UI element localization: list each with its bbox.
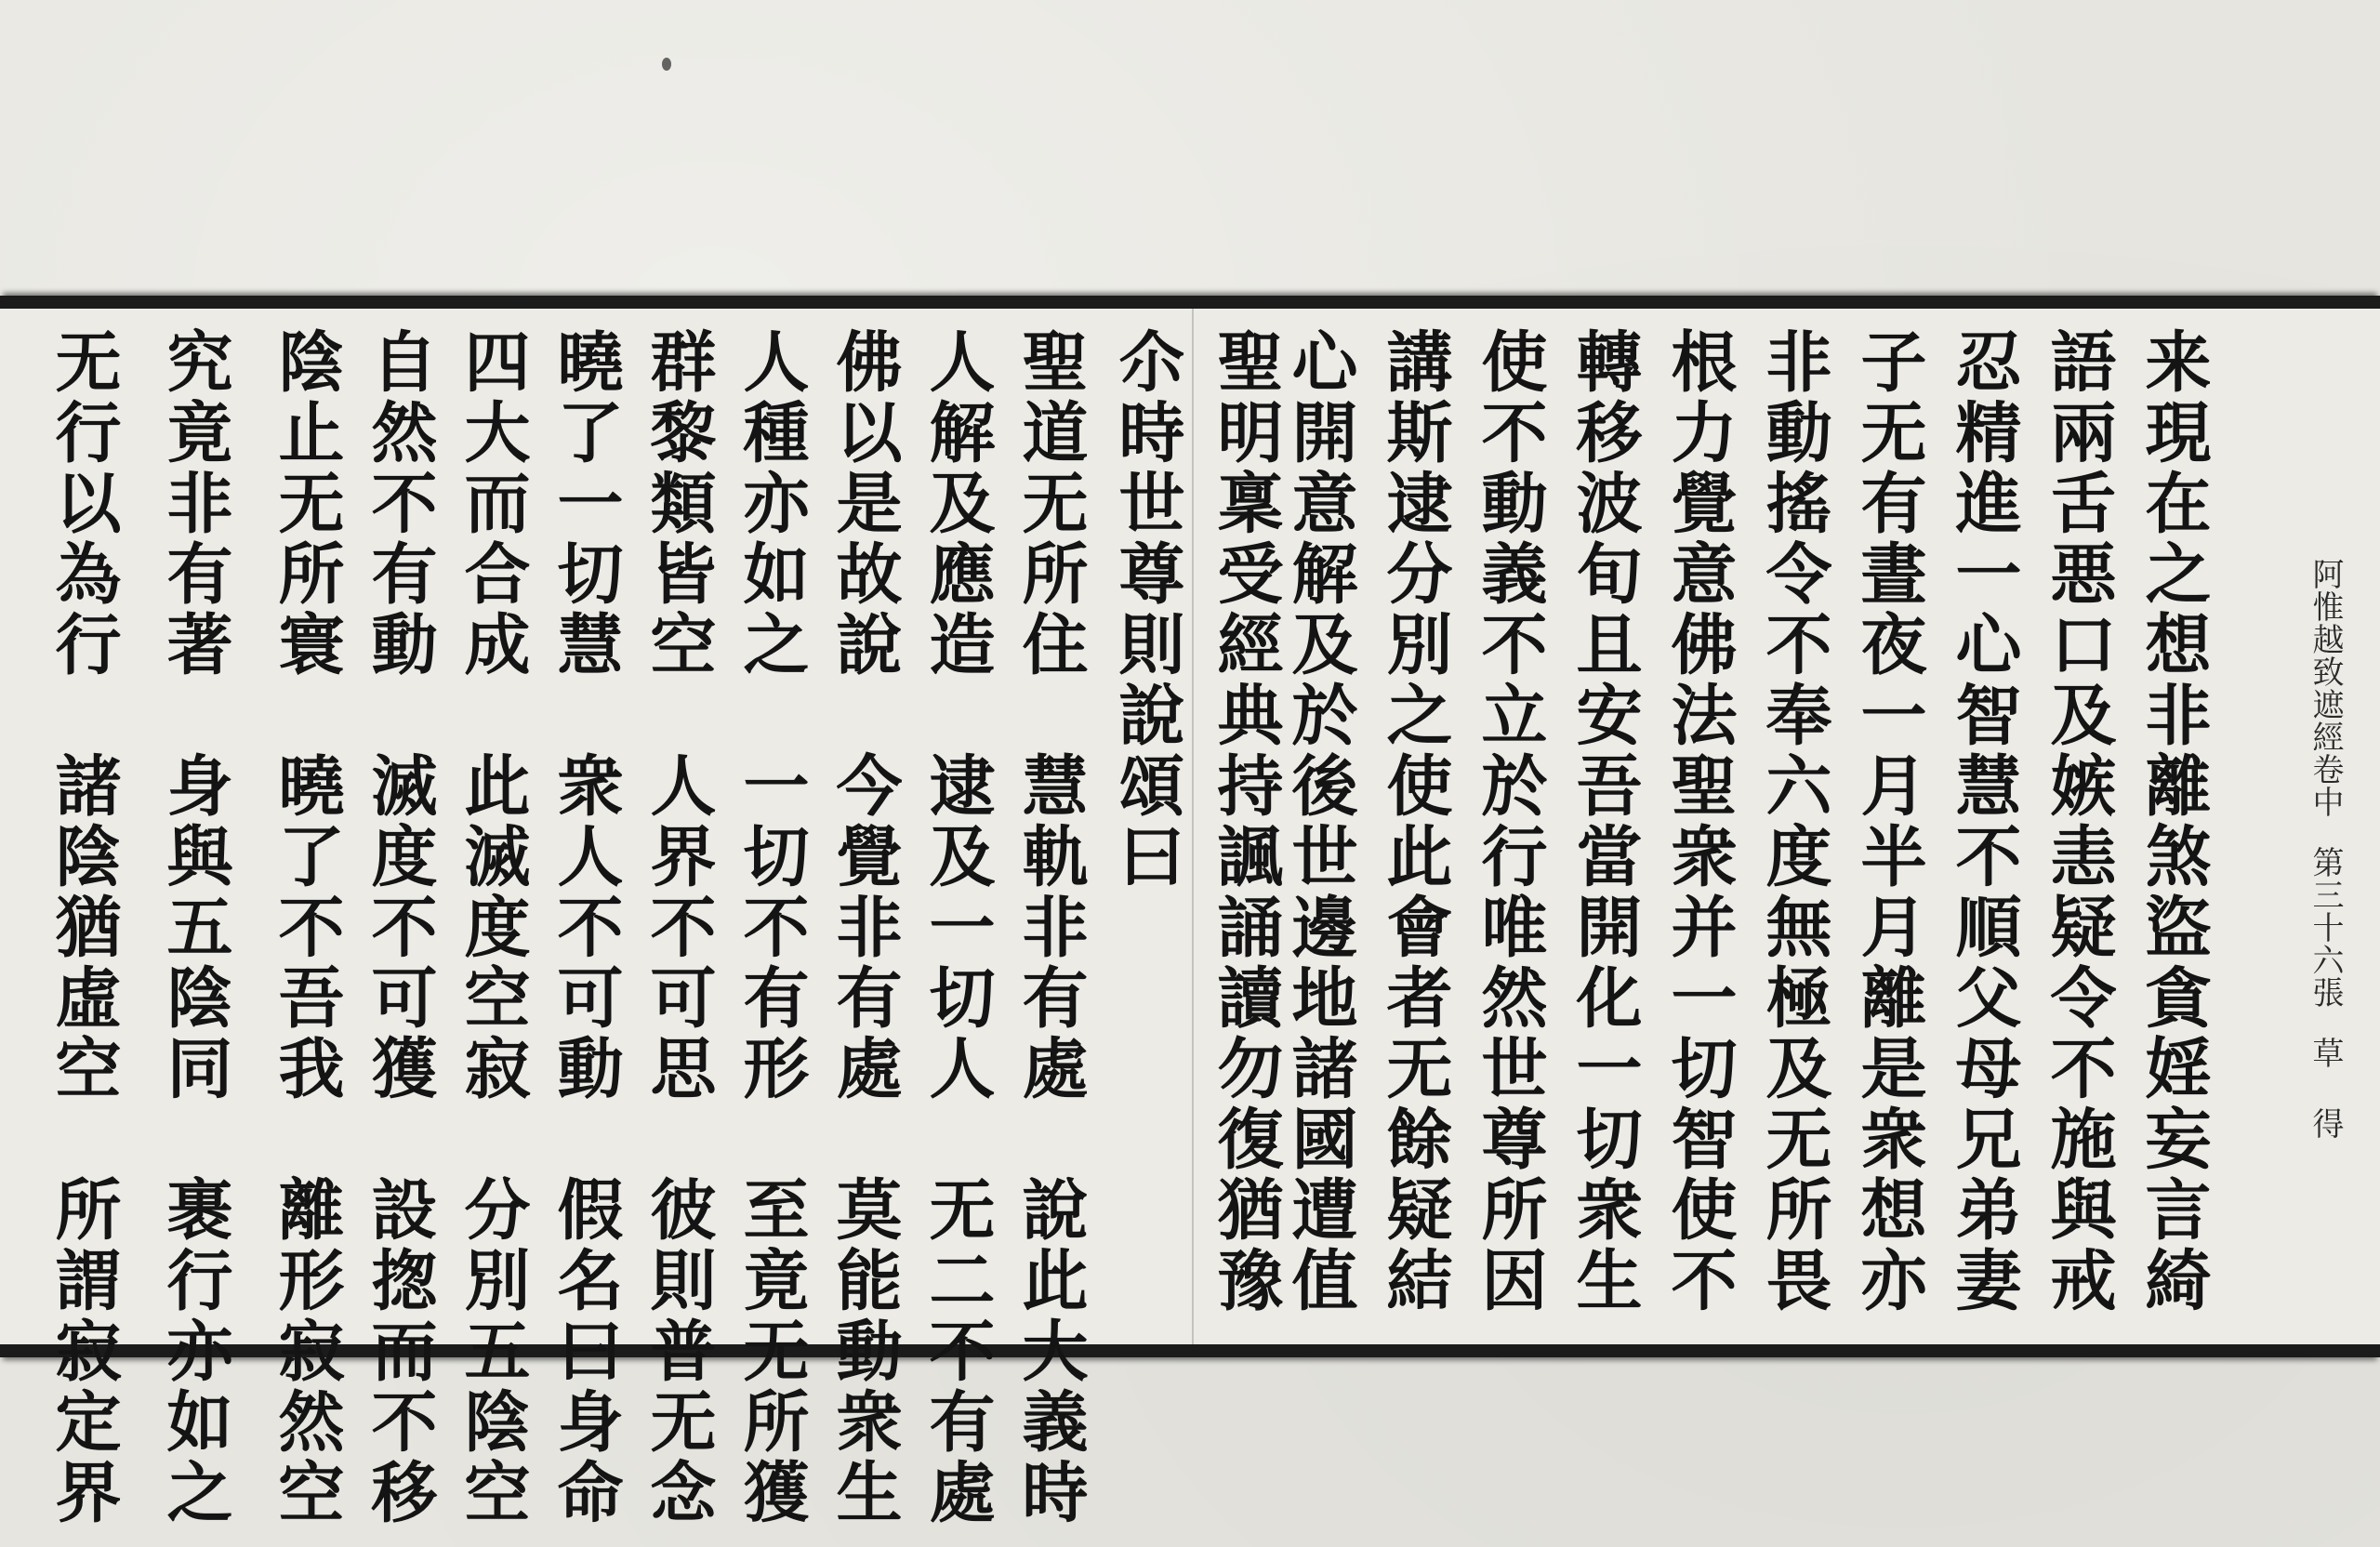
text-column-14: 人解及應造 逮及一切人 无二不有處 <box>919 327 997 1528</box>
text-column-8: 使不動義不立於行唯然世尊所因 <box>1471 327 1549 1316</box>
text-column-16: 人種亦如之 一切不有形 至竟无所獲 <box>733 327 811 1528</box>
text-column-3: 忍精進一心智慧不順父母兄弟妻 <box>1945 327 2023 1316</box>
text-column-2: 語兩舌悪口及嫉恚疑令不施與戒 <box>2040 327 2118 1316</box>
text-panel <box>0 309 2380 1344</box>
center-fold-line <box>1192 309 1194 1344</box>
text-column-4: 子无有晝夜一月半月離是衆想亦 <box>1850 327 1928 1316</box>
margin-page-number: 第三十六張 <box>2307 846 2344 1009</box>
margin-title: 阿惟越致遮經卷中 <box>2307 558 2344 818</box>
text-column-21: 陰止无所寰 曉了不吾我 離形寂然空 <box>268 327 346 1528</box>
text-column-7: 轉移波旬且安吾當開化一切衆生 <box>1566 327 1644 1316</box>
text-column-9: 講斯逮分別之使此會者无餘疑結 <box>1376 327 1454 1316</box>
top-border-rule <box>0 296 2380 309</box>
text-column-17: 群黎類皆空 人界不可思 彼則普无念 <box>640 327 718 1528</box>
text-column-15: 佛以是故說 今覺非有處 莫能動衆生 <box>826 327 904 1528</box>
text-column-6: 根力覺意佛法聖衆并一切智使不 <box>1660 327 1739 1316</box>
text-column-19: 四大而合成 此滅度空寂 分別五陰空 <box>454 327 532 1528</box>
text-column-23: 无行以為行 諸陰猶虛空 所謂寂定界 <box>45 327 123 1528</box>
text-column-18: 曉了一切慧 衆人不可動 假名曰身命 <box>547 327 625 1528</box>
text-column-13: 聖道无所住 慧軌非有處 說此大義時 <box>1012 327 1090 1528</box>
margin-carver: 草 得 <box>2307 1037 2344 1140</box>
ink-speck <box>662 58 671 71</box>
text-column-10: 心開意解及於後世邊地諸國遭值 <box>1281 327 1359 1316</box>
text-column-12: 尒時世尊則說頌曰 <box>1108 327 1186 892</box>
text-column-22: 究竟非有著 身與五陰同 裹行亦如之 <box>156 327 234 1528</box>
margin-label <box>2304 558 2347 1140</box>
bottom-border-rule <box>0 1344 2380 1357</box>
text-column-1: 来現在之想非離煞盜貪婬妄言綺 <box>2135 327 2213 1316</box>
text-column-20: 自然不有動 滅度不可獲 設揔而不移 <box>361 327 439 1528</box>
text-column-5: 非動搖令不奉六度無極及无所畏 <box>1755 327 1833 1316</box>
text-column-11: 聖明稟受經典持諷誦讀勿復猶豫 <box>1207 327 1285 1316</box>
